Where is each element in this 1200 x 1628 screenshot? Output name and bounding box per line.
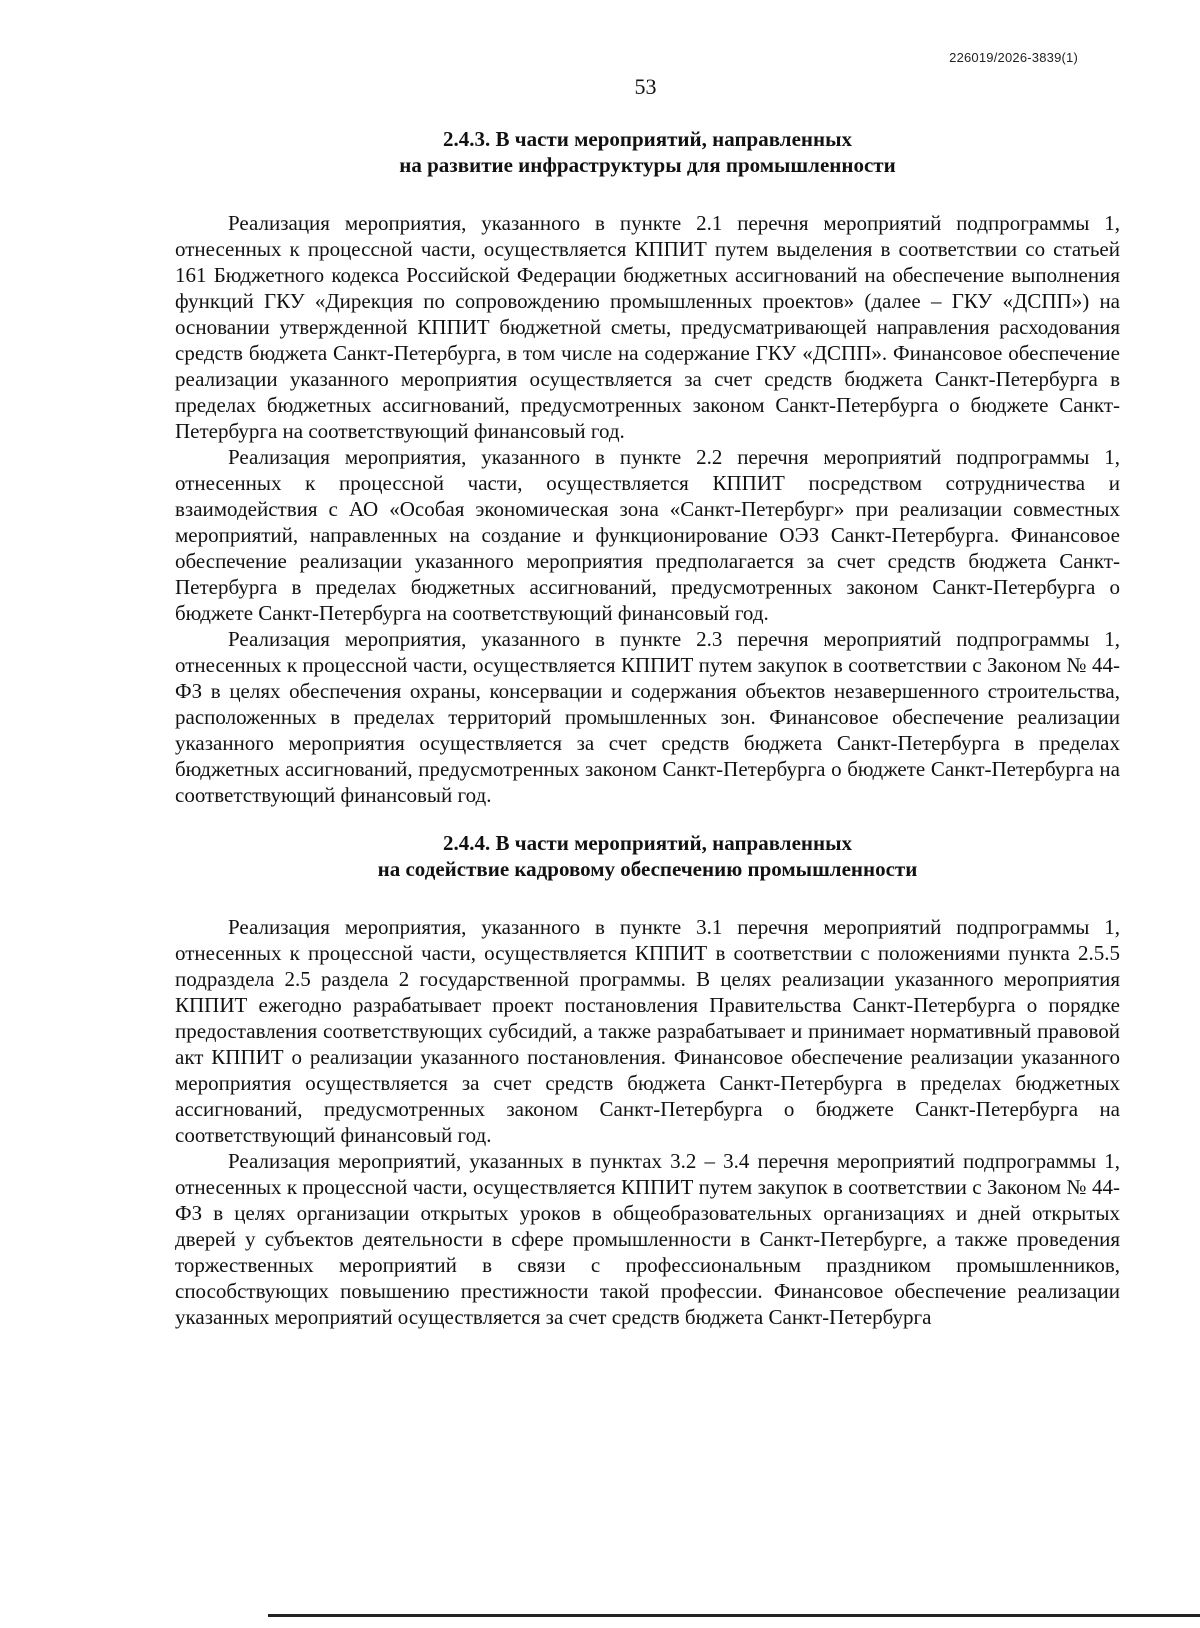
section-title-2-4-4 xyxy=(175,830,1120,882)
section-title-line: на развитие инфраструктуры для промышленности xyxy=(399,153,896,177)
document-registration-number: 226019/2026-3839(1) xyxy=(949,50,1078,65)
paragraph: Реализация мероприятия, указанного в пункте 2.3 перечня мероприятий подпрограммы 1, отнесенных к процессной части, осуществляется КППИТ путем закупок в соответствии с Законом № 44-ФЗ в целях обеспечения охраны, консервации и содержания объектов незавершенного строительства, расположенных в пределах территорий промышленных зон. Финансовое обеспечение реализации указанного мероприятия осуществляется за счет средств бюджета Санкт-Петербурга в пределах бюджетных ассигнований, предусмотренных законом Санкт-Петербурга о бюджете Санкт-Петербурга на соответствующий финансовый год. xyxy=(175,627,1120,807)
paragraph: Реализация мероприятий, указанных в пунктах 3.2 – 3.4 перечня мероприятий подпрограммы 1, отнесенных к процессной части, осуществляется КППИТ путем закупок в соответствии с Законом № 44-ФЗ в целях организации открытых уроков в общеобразовательных организациях и дней открытых дверей у субъектов деятельности в сфере промышленности в Санкт-Петербурге, а также проведения торжественных мероприятий в связи с профессиональным праздником промышленников, способствующих повышению престижности такой профессии. Финансовое обеспечение реализации указанных мероприятий осуществляется за счет средств бюджета Санкт-Петербурга xyxy=(175,1149,1120,1329)
scan-edge-line xyxy=(268,1614,1200,1617)
section-title-line: на содействие кадровому обеспечению промышленности xyxy=(377,857,918,881)
section-title-line: 2.4.3. В части мероприятий, направленных xyxy=(442,127,852,151)
paragraph: Реализация мероприятия, указанного в пункте 2.1 перечня мероприятий подпрограммы 1, отнесенных к процессной части, осуществляется КППИТ путем выделения в соответствии со статьей 161 Бюджетного кодекса Российской Федерации бюджетных ассигнований на обеспечение выполнения функций ГКУ «Дирекция по сопровождению промышленных проектов» (далее – ГКУ «ДСПП») на основании утвержденной КППИТ бюджетной сметы, предусматривающей направления расходования средств бюджета Санкт-Петербурга, в том числе на содержание ГКУ «ДСПП». Финансовое обеспечение реализации указанного мероприятия осуществляется за счет средств бюджета Санкт-Петербурга в пределах бюджетных ассигнований, предусмотренных законом Санкт-Петербурга о бюджете Санкт-Петербурга на соответствующий финансовый год. xyxy=(175,211,1120,443)
document-body xyxy=(175,126,1120,1330)
page-number: 53 xyxy=(634,74,657,99)
section-title-2-4-3 xyxy=(175,126,1120,178)
section-title-line: 2.4.4. В части мероприятий, направленных xyxy=(442,831,852,855)
paragraph: Реализация мероприятия, указанного в пункте 3.1 перечня мероприятий подпрограммы 1, отнесенных к процессной части, осуществляется КППИТ в соответствии с положениями пункта 2.5.5 подраздела 2.5 раздела 2 государственной программы. В целях реализации указанного мероприятия КППИТ ежегодно разрабатывает проект постановления Правительства Санкт-Петербурга о порядке предоставления соответствующих субсидий, а также разрабатывает и принимает нормативный правовой акт КППИТ о реализации указанного постановления. Финансовое обеспечение реализации указанного мероприятия осуществляется за счет средств бюджета Санкт-Петербурга в пределах бюджетных ассигнований, предусмотренных законом Санкт-Петербурга о бюджете Санкт-Петербурга на соответствующий финансовый год. xyxy=(175,915,1120,1147)
paragraph: Реализация мероприятия, указанного в пункте 2.2 перечня мероприятий подпрограммы 1, отнесенных к процессной части, осуществляется КППИТ посредством сотрудничества и взаимодействия с АО «Особая экономическая зона «Санкт-Петербург» при реализации совместных мероприятий, направленных на создание и функционирование ОЭЗ Санкт-Петербурга. Финансовое обеспечение реализации указанного мероприятия предполагается за счет средств бюджета Санкт-Петербурга в пределах бюджетных ассигнований, предусмотренных законом Санкт-Петербурга о бюджете Санкт-Петербурга на соответствующий финансовый год. xyxy=(175,445,1120,625)
